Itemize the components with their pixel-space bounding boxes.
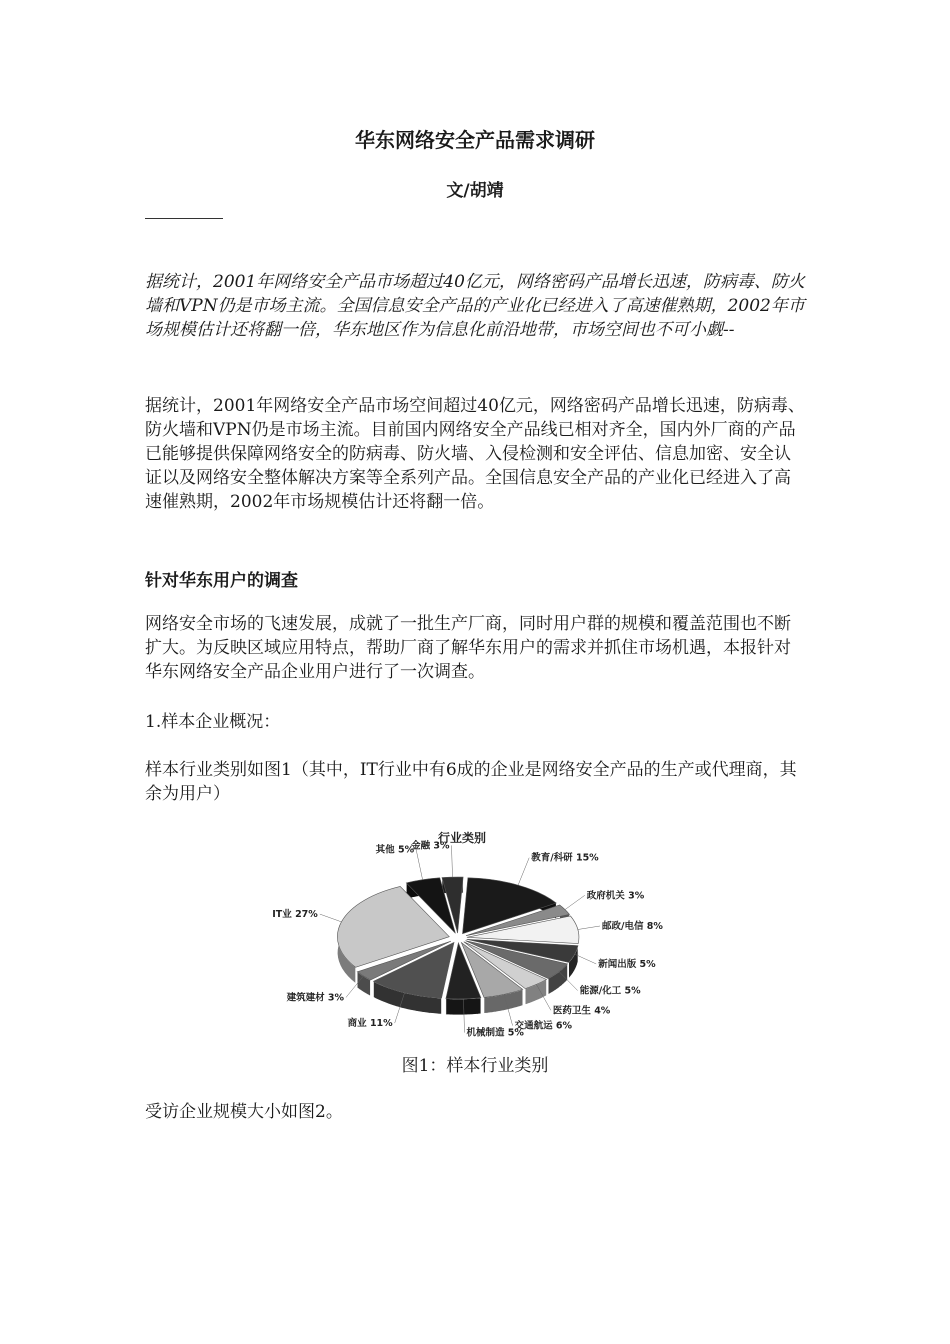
- pie-label: 教育/科研 15%: [531, 852, 599, 864]
- document-author: 文/胡靖: [446, 181, 504, 201]
- pie-leader-line: [452, 845, 453, 877]
- pie-label: 政府机关 3%: [586, 890, 645, 902]
- pie-label: 邮政/电信 8%: [602, 921, 663, 932]
- pie-label: 交通航运 6%: [514, 1020, 573, 1032]
- pie-label: 新闻出版 5%: [598, 958, 656, 970]
- section-heading: 针对华东用户的调查: [145, 571, 298, 591]
- pie-label: 能源/化工 5%: [579, 985, 641, 997]
- pie-leader-line: [578, 926, 600, 930]
- pie-leader-line: [416, 849, 423, 879]
- pie-leader-line: [320, 914, 342, 922]
- document-title: 华东网络安全产品需求调研: [355, 128, 595, 152]
- chart-title: 行业类别: [437, 831, 487, 845]
- pie-label: 其他 5%: [375, 844, 415, 856]
- abstract-paragraph: 据统计，2001年网络安全产品市场超过40亿元，网络密码产品增长迅速，防病毒、防火墙和VPN仍是市场主流。全国信息安全产品的产业化已经进入了高速催熟期，2002年市场规模估计还将翻一倍，华东地区作为信息化前沿地带，市场空间也不可小觑--: [145, 272, 805, 340]
- pie-label: 商业 11%: [347, 1018, 393, 1030]
- pie-label: IT业 27%: [272, 909, 318, 921]
- pie-slices: [337, 877, 579, 1015]
- pie-leader-line: [518, 858, 529, 885]
- intro-paragraph: 据统计，2001年网络安全产品市场空间超过40亿元，网络密码产品增长迅速，防病毒、防火墙和VPN仍是市场主流。目前国内网络安全产品线已相对齐全，国内外厂商的产品已能够提供保障网络安全的防病毒、防火墙、入侵检测和安全评估、信息加密、安全认证以及网络安全整体解决方案等全系列产品。全国信息安全产品的产业化已经进入了高速催熟期，2002年市场规模估计还将翻一倍。: [145, 396, 805, 512]
- size-paragraph: 受访企业规模大小如图2。: [145, 1102, 343, 1122]
- pie-label: 机械制造 5%: [466, 1027, 524, 1039]
- sample-paragraph: 样本行业类别如图1（其中，IT行业中有6成的企业是网络安全产品的生产或代理商，其余为用户）: [145, 760, 797, 804]
- list-item-1: 1.样本企业概况：: [145, 712, 281, 732]
- survey-paragraph: 网络安全市场的飞速发展，成就了一批生产厂商，同时用户群的规模和覆盖范围也不断扩大。为反映区域应用特点，帮助厂商了解华东用户的需求并抓住市场机遇，本报针对华东网络安全产品企业用户进行了一次调查。: [145, 614, 791, 682]
- industry-pie-chart: [272, 820, 663, 1042]
- pie-label: 金融 3%: [411, 840, 450, 852]
- pie-label: 医药卫生 4%: [552, 1005, 611, 1017]
- title-divider: [145, 218, 223, 219]
- pie-leader-line: [565, 895, 585, 909]
- pie-label: 建筑建材 3%: [286, 992, 344, 1004]
- figure-caption: 图1：样本行业类别: [401, 1056, 549, 1076]
